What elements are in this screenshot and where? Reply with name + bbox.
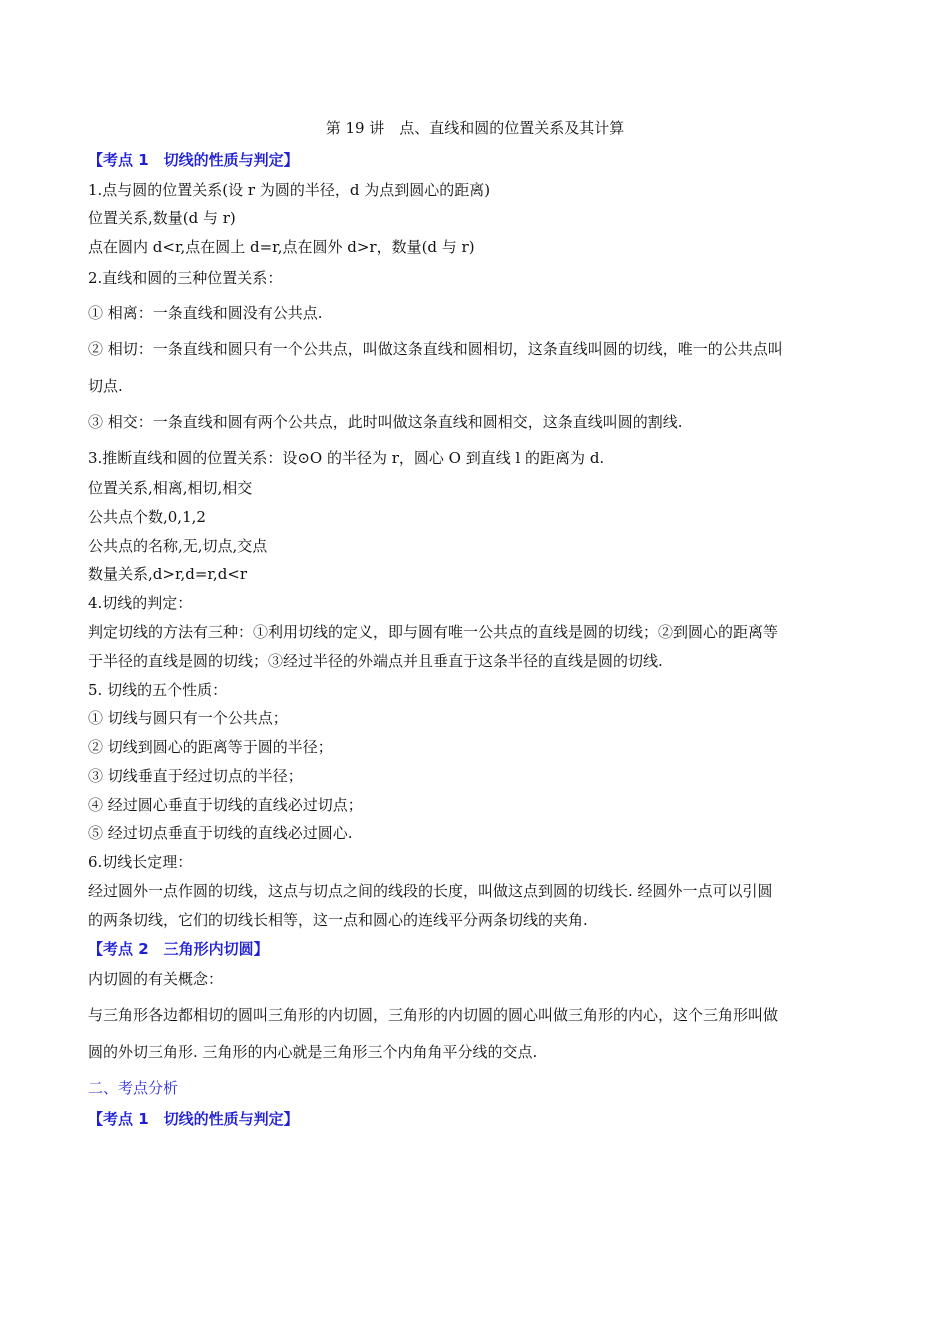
paragraph-3-b: 公共点个数,0,1,2 xyxy=(88,508,206,526)
paragraph-5-item-2: ② 切线到圆心的距离等于圆的半径； xyxy=(88,738,333,756)
paragraph-2-item-2-cont: 切点. xyxy=(88,377,123,395)
kaodian-1-heading: 【考点 1 切线的性质与判定】 xyxy=(88,151,299,169)
paragraph-5-item-3: ③ 切线垂直于经过切点的半径； xyxy=(88,767,303,785)
paragraph-1-a: 位置关系,数量(d 与 r) xyxy=(88,209,236,227)
paragraph-4-b: 于半径的直线是圆的切线；③经过半径的外端点并且垂直于这条半径的直线是圆的切线. xyxy=(88,652,663,670)
paragraph-2-item-2: ② 相切：一条直线和圆只有一个公共点，叫做这条直线和圆相切，这条直线叫圆的切线，唯一的公共点叫 xyxy=(88,340,783,358)
kaodian-2-c: 圆的外切三角形. 三角形的内心就是三角形三个内角角平分线的交点. xyxy=(88,1043,538,1061)
paragraph-3-a: 位置关系,相离,相切,相交 xyxy=(88,479,253,497)
paragraph-5-item-5: ⑤ 经过切点垂直于切线的直线必过圆心. xyxy=(88,824,353,842)
paragraph-6-a: 经过圆外一点作圆的切线，这点与切点之间的线段的长度，叫做这点到圆的切线长. 经圆外一点可以引圆 xyxy=(88,882,773,900)
kaodian-2-heading: 【考点 2 三角形内切圆】 xyxy=(88,940,269,958)
paragraph-3-c: 公共点的名称,无,切点,交点 xyxy=(88,537,268,555)
paragraph-1: 1.点与圆的位置关系(设 r 为圆的半径，d 为点到圆心的距离) xyxy=(88,181,491,199)
paragraph-5-item-1: ① 切线与圆只有一个公共点； xyxy=(88,709,288,727)
paragraph-1-b: 点在圆内 d<r,点在圆上 d=r,点在圆外 d>r，数量(d 与 r) xyxy=(88,238,475,256)
paragraph-6-b: 的两条切线，它们的切线长相等，这一点和圆心的连线平分两条切线的夹角. xyxy=(88,911,588,929)
paragraph-6: 6.切线长定理： xyxy=(88,853,193,871)
kaodian-2-a: 内切圆的有关概念： xyxy=(88,970,224,988)
kaodian-2-b: 与三角形各边都相切的圆叫三角形的内切圆，三角形的内切圆的圆心叫做三角形的内心，这个三角形叫做 xyxy=(88,1006,779,1024)
paragraph-5-item-4: ④ 经过圆心垂直于切线的直线必过切点； xyxy=(88,796,363,814)
paragraph-2-item-1: ① 相离：一条直线和圆没有公共点. xyxy=(88,304,323,322)
paragraph-4: 4.切线的判定： xyxy=(88,594,193,612)
page-title: 第 19 讲 点、直线和圆的位置关系及其计算 xyxy=(325,119,625,137)
section-2-heading: 二、考点分析 xyxy=(88,1079,179,1097)
paragraph-3: 3.推断直线和圆的位置关系：设⊙O 的半径为 r，圆心 O 到直线 l 的距离为 d. xyxy=(88,449,605,467)
paragraph-3-d: 数量关系,d>r,d=r,d<r xyxy=(88,565,248,583)
paragraph-2: 2.直线和圆的三种位置关系： xyxy=(88,269,283,287)
paragraph-5: 5. 切线的五个性质： xyxy=(88,681,228,699)
paragraph-4-a: 判定切线的方法有三种：①利用切线的定义，即与圆有唯一公共点的直线是圆的切线；②到圆心的距离等 xyxy=(88,623,779,641)
paragraph-2-item-3: ③ 相交：一条直线和圆有两个公共点，此时叫做这条直线和圆相交，这条直线叫圆的割线. xyxy=(88,413,683,431)
kaodian-1-heading-repeat: 【考点 1 切线的性质与判定】 xyxy=(88,1110,299,1128)
